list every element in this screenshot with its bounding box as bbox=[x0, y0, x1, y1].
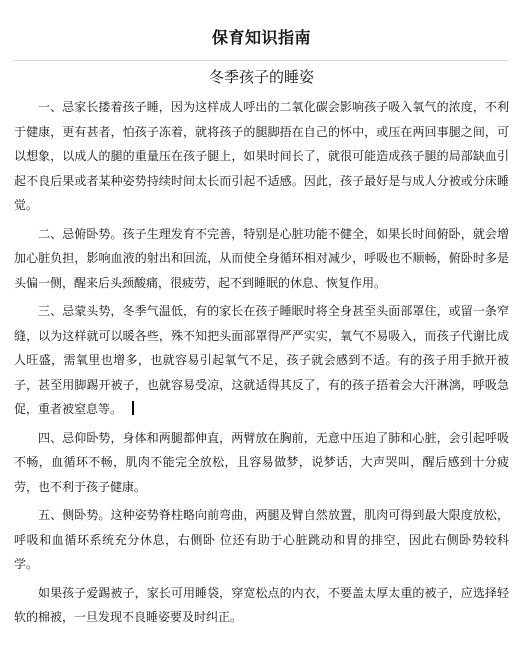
paragraph-6: 如果孩子爱踢被子，家长可用睡袋，穿宽松点的内衣，不要盖太厚太重的被子，应选择轻软的棉被，一旦发现不良睡姿要及时纠正。 bbox=[14, 585, 509, 624]
article-title: 冬季孩子的睡姿 bbox=[208, 68, 314, 86]
paragraph-3 bbox=[14, 299, 509, 422]
paragraph-2: 二、忌俯卧势。孩子生理发育不完善，特别是心脏功能不健全，如果长时间俯卧，就会增加心脏负担，影响血液的射出和回流，从而使全身循环相对减少，呼吸也不顺畅，俯卧时多是头偏一侧，醒来后头颈酸痛，很疲劳，起不到睡眠的休息、恢复作用。 bbox=[14, 226, 509, 290]
paragraph-5: 五、侧卧势。这种姿势脊柱略向前弯曲，两腿及臂自然放置，肌肉可得到最大限度放松，呼吸和血循环系统充分休息，右侧卧 位还有助于心脏跳动和胃的排空，因此右侧卧势较科学。 bbox=[14, 508, 509, 571]
paragraph-4: 四、忌仰卧势，身体和两腿都伸直，两臂放在胸前，无意中压迫了肺和心脏，会引起呼吸不畅，血循环不畅，肌肉不能完全放松，且容易做梦，说梦话，大声哭叫，醒后感到十分疲劳，也不利于孩子健康。 bbox=[14, 430, 509, 494]
document-header-title: 保育知识指南 bbox=[211, 28, 311, 47]
paragraph-3-text: 三、忌蒙头势，冬季气温低，有的家长在孩子睡眠时将全身甚至头面部罩住，或留一条窄缝，以为这样就可以暖各些，殊不知把头面部罩得严严实实，氧气不易吸入，而孩子代谢比成人旺盛，需氧里也增多，也就容易引起氧气不足，孩子就会感到不适。有的孩子用手掀开被子，甚至用脚踢开被子，也就容易受凉，这就适得其反了，有的孩子捂着会大汗淋漓，呼吸急促，重者被窒息等。 bbox=[14, 304, 509, 416]
paragraph-1: 一、忌家长搂着孩子睡，因为这样成人呼出的二氧化碳会影响孩子吸入氧气的浓度，不利于健康，更有甚者，怕孩子冻着，就将孩子的腿脚捂在自己的怀中，或压在两回事腿之间，可以想象，以成人的腿的重量压在孩子腿上，如果时间长了，就很可能造成孩子腿的局部缺血引起不良后果或者某种姿势持续时间太长而引起不适感。因此，孩子最好是与成人分被或分床睡觉。 bbox=[14, 100, 509, 212]
header-divider bbox=[14, 60, 509, 61]
text-cursor bbox=[132, 401, 134, 415]
